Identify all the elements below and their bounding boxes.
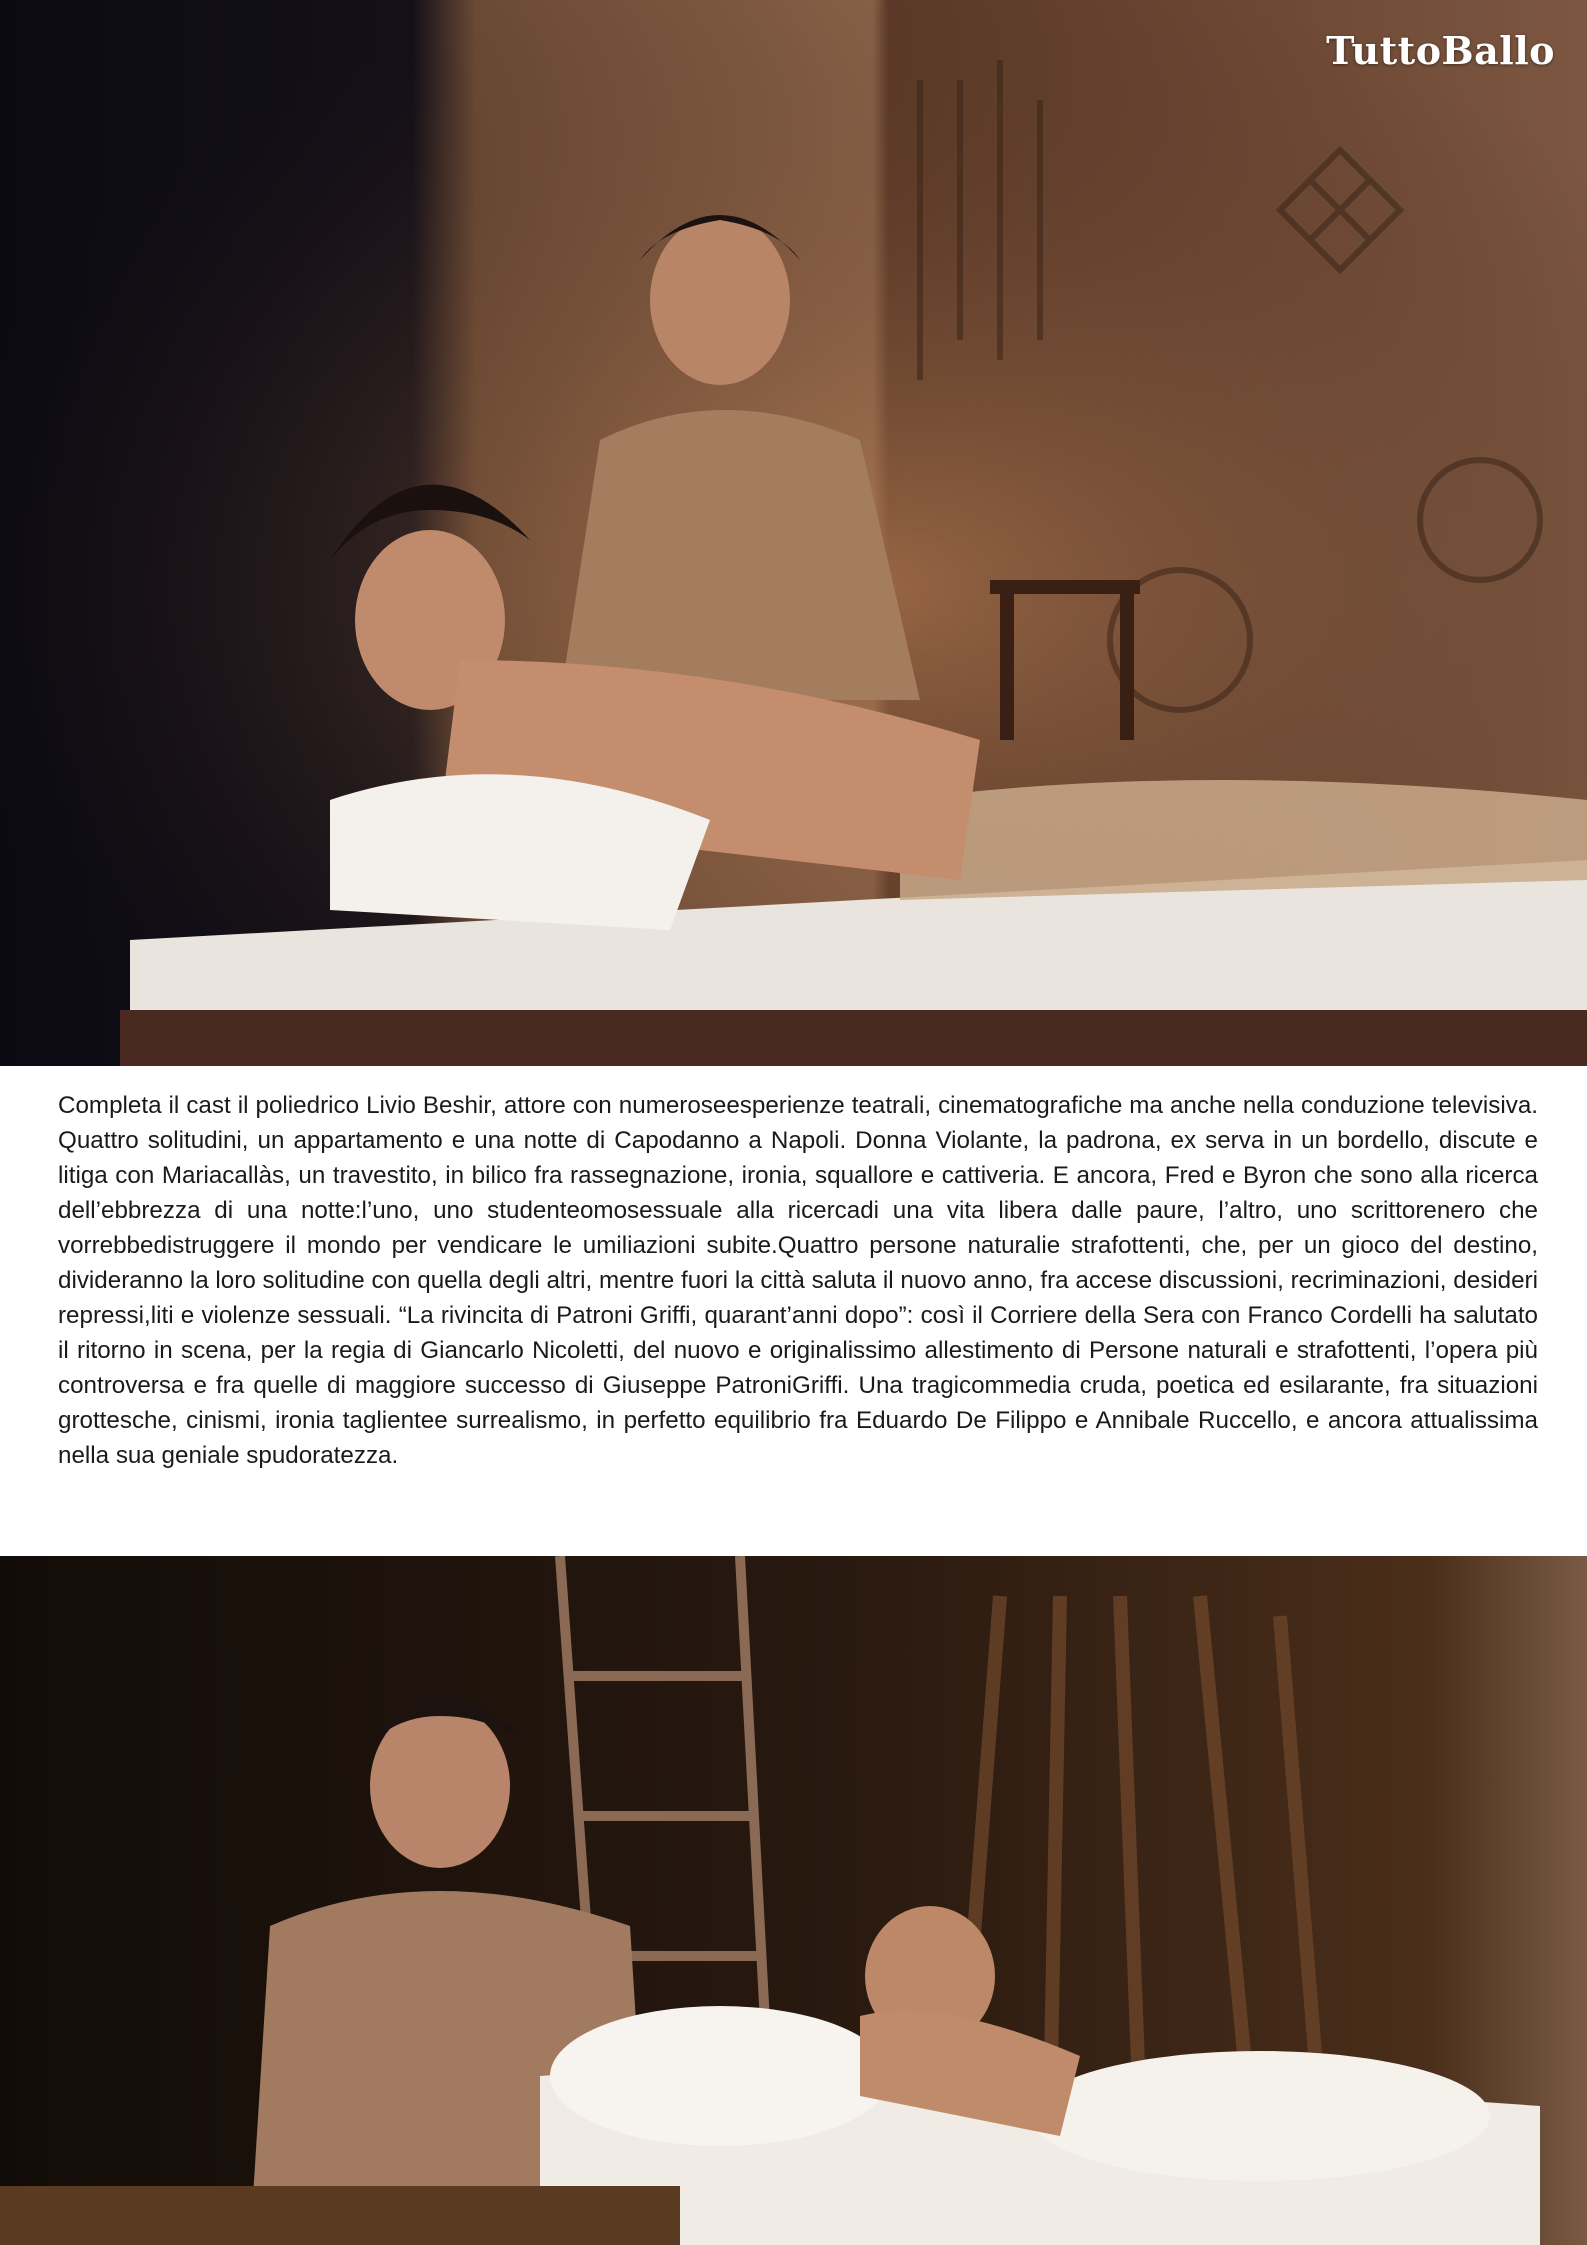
stage-photo-icon <box>0 0 1587 1066</box>
article-body: Completa il cast il poliedrico Livio Beshir, attore con numeroseesperienze teatrali, cinematografiche ma anche nella conduzione televisiva. Quattro solitudini, un appartamento e una notte di Capodanno a Napoli. Donna Violante, la padrona, ex serva in un bordello, discute e litiga con Mariacallàs, un travestito, in bilico fra rassegnazione, ironia, squallore e cattiveria. E ancora, Fred e Byron che sono alla ricerca dell’ebbrezza di una notte:l’uno, uno studenteomosessuale alla ricercadi una vita libera dalle paure, l’altro, uno scrittorenero che vorrebbedistruggere il mondo per vendicare le umiliazioni subite.Quattro persone naturalie strafottenti, che, per un gioco del destino, divideranno la loro solitudine con quella degli altri, mentre fuori la città saluta il nuovo anno, fra accese discussioni, recriminazioni, desideri repressi,liti e violenze sessuali. “La rivincita di Patroni Griffi, quarant’anni dopo”: così il Corriere della Sera con Franco Cordelli ha salutato il ritorno in scena, per la regia di Giancarlo Nicoletti, del nuovo e originalissimo allestimento di Persone naturali e strafottenti, l’opera più controversa e fra quelle di maggiore successo di Giuseppe PatroniGriffi. Una tragicommedia cruda, poetica ed esilarante, fra situazioni grottesche, cinismi, ironia taglientee surrealismo, in perfetto equilibrio fra Eduardo De Filippo e Annibale Ruccello, e ancora attualissima nella sua geniale spudoratezza. <box>58 1092 1538 1469</box>
stage-photo-bottom <box>0 1556 1587 2245</box>
stage-photo-icon <box>0 1556 1587 2245</box>
brand-logo: TuttoBallo <box>1326 28 1555 73</box>
stage-photo-top <box>0 0 1587 1066</box>
